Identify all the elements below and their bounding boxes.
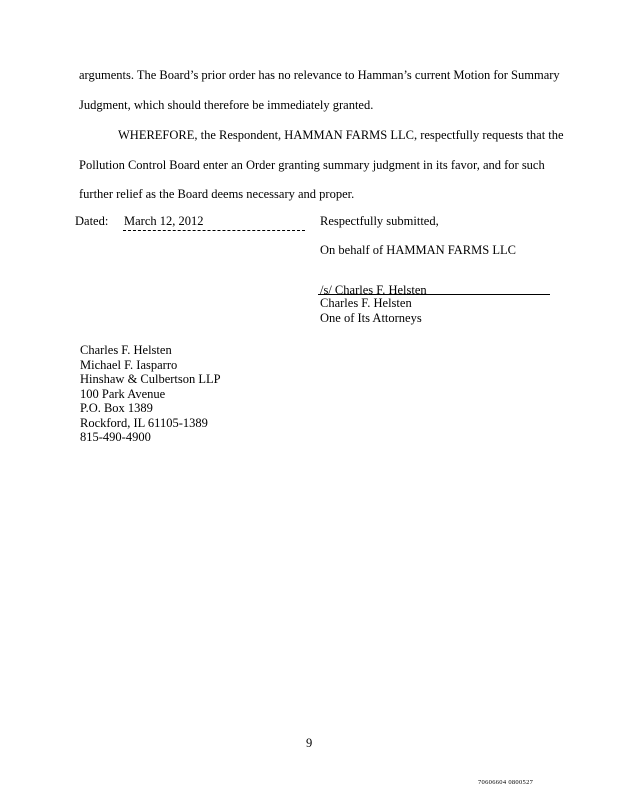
address-line: Charles F. Helsten — [80, 343, 172, 357]
address-line: Hinshaw & Culbertson LLP — [80, 372, 221, 386]
dated-value: March 12, 2012 — [124, 214, 204, 228]
closing-text: Respectfully submitted, — [320, 214, 439, 228]
body-text-line: further relief as the Board deems necessary and proper. — [79, 187, 355, 201]
address-line: P.O. Box 1389 — [80, 401, 153, 415]
address-line: 815-490-4900 — [80, 430, 151, 444]
dated-label: Dated: — [75, 214, 109, 228]
body-text-line: arguments. The Board’s prior order has no relevance to Hamman’s current Motion for Summary — [79, 68, 560, 82]
signature-line — [318, 294, 550, 295]
body-text-line: Pollution Control Board enter an Order granting summary judgment in its favor, and for such — [79, 158, 545, 172]
page-number: 9 — [306, 736, 313, 750]
address-line: Michael F. Iasparro — [80, 357, 178, 372]
signatory-name: Charles F. Helsten — [320, 296, 412, 310]
on-behalf-text: On behalf of HAMMAN FARMS LLC — [320, 243, 516, 257]
signature-text: /s/ Charles F. Helsten — [320, 283, 427, 297]
date-underline — [123, 230, 305, 231]
signatory-role: One of Its Attorneys — [320, 311, 422, 325]
body-text-line: Judgment, which should therefore be immediately granted. — [79, 98, 374, 112]
address-line: Rockford, IL 61105-1389 — [80, 415, 208, 430]
address-block — [80, 343, 221, 445]
address-line: 100 Park Avenue — [80, 386, 166, 401]
document-id: 70606604 0800527 — [478, 779, 534, 786]
body-text-line: WHEREFORE, the Respondent, HAMMAN FARMS LLC, respectfully requests that the — [118, 128, 564, 142]
